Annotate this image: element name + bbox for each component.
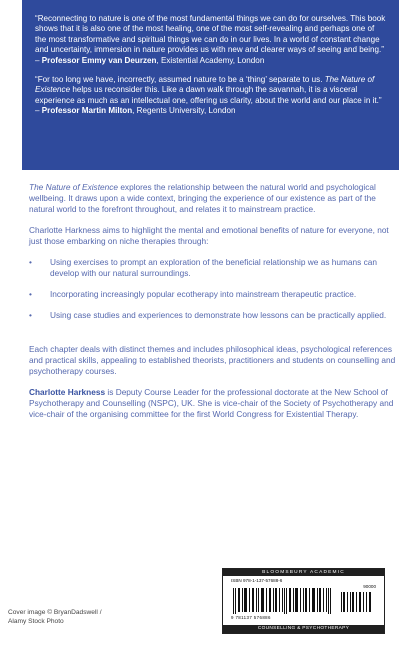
bullet-icon: •	[29, 289, 32, 299]
book-title: The Nature of Existence	[29, 182, 119, 192]
endorsements-box	[22, 0, 399, 170]
bullet-icon: •	[29, 310, 32, 320]
blurb	[29, 182, 399, 430]
cover-image-credit: Cover image © BryanDadswell / Alamy Stock Photo	[8, 609, 102, 625]
category-strip: COUNSELLING & PSYCHOTHERAPY	[223, 625, 384, 633]
bullet-list	[29, 257, 399, 321]
endorser-name: Professor Martin Milton	[41, 106, 133, 116]
list-item: • Using case studies and experiences to demonstrate how lessons can be practically applied.	[29, 310, 387, 320]
blurb-paragraph: Each chapter deals with distinct themes and includes philosophical ideas, psychological references and practical skills, appealing to established theorists, practitioners and students on counselling and psychotherapy courses.	[29, 344, 396, 376]
list-item: • Using exercises to prompt an exploration of the beneficial relationship we as humans can develop with our natural surroundings.	[29, 257, 377, 278]
barcode-number: 9 781137 576886	[231, 615, 271, 620]
barcode-panel	[222, 568, 385, 634]
blurb-paragraph: Charlotte Harkness aims to highlight the mental and emotional benefits of nature for everyone, not just those embarking on niche therapies through:	[29, 225, 389, 246]
endorsement-1: “Reconnecting to nature is one of the most fundamental things we can do for ourselves. This book shows that it is also one of the most healing, one of the most self-revealing and perhaps one of the most transformative and spiritual things we can do in our lives. In a world of constant change and uncertainty, immersion in nature provides us with new and clearer ways of seeing and being.” – Professor Emmy van Deurzen, Existential Academy, London	[35, 14, 386, 65]
author-name: Charlotte Harkness	[29, 387, 106, 397]
publisher-strip: BLOOMSBURY ACADEMIC	[223, 569, 384, 576]
isbn-label: ISBN 978-1-137-57688-6	[231, 578, 283, 583]
book-title: The Nature of Existence	[35, 75, 375, 95]
list-item: • Incorporating increasingly popular ecotherapy into mainstream therapeutic practice.	[29, 289, 357, 299]
price-code: 90000	[363, 584, 376, 589]
blurb-paragraph: The Nature of Existence explores the relationship between the natural world and psychological wellbeing. It draws upon a wide context, bringing the experience of our existence as part of the natural world to the forefront throughout, and relates it to mainstream practice.	[29, 182, 376, 214]
endorser-name: Professor Emmy van Deurzen	[41, 55, 157, 65]
author-bio: Charlotte Harkness is Deputy Course Leader for the professional doctorate at the New School of Psychotherapy and Counselling (NSPC), UK. She is vice-chair of the Society of Psychotherapy and vice-chair of the organising committee for the first World Congress for Existential Therapy.	[29, 387, 394, 419]
bullet-icon: •	[29, 257, 32, 267]
barcode-icon	[231, 584, 376, 614]
endorsement-2: “For too long we have, incorrectly, assumed nature to be a ‘thing’ separate to us. The Nature of Existence helps us reconsider this. Like a dawn walk through the savannah, it is a visceral experience as much as an intellectual one, offering us clarity, about the world and our place in it.” – Professor Martin Milton, Regents University, London	[35, 75, 382, 116]
